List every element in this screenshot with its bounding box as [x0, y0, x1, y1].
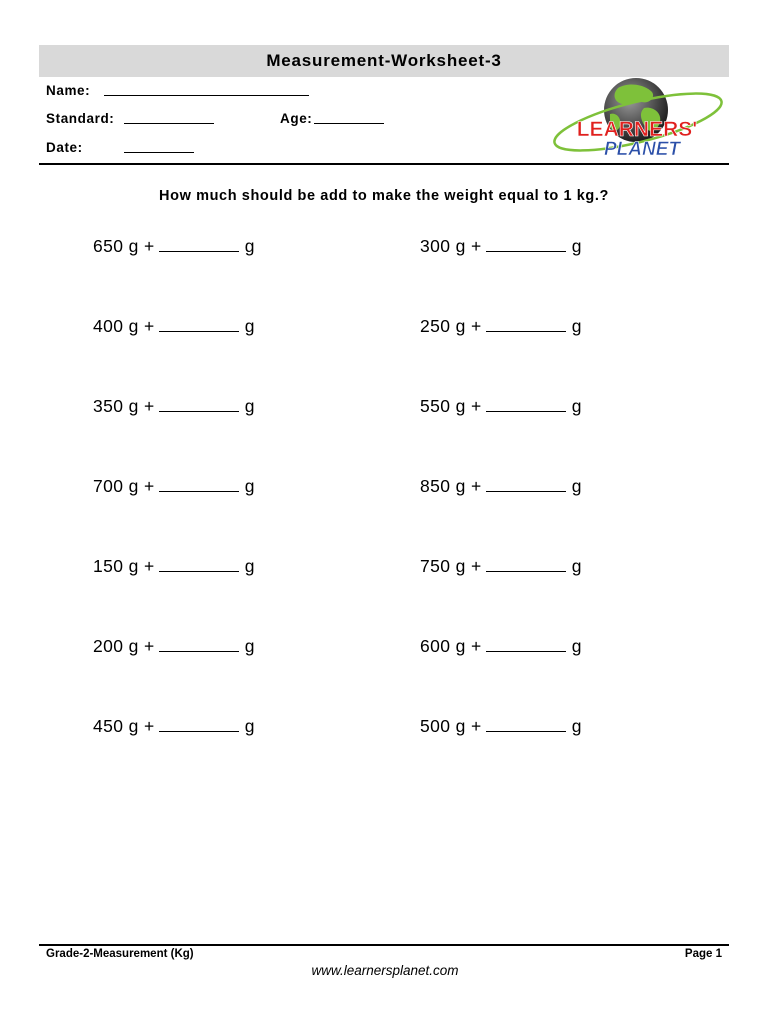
problem-item: 150 g + g	[93, 556, 255, 576]
standard-label: Standard:	[46, 111, 115, 126]
answer-blank[interactable]	[159, 717, 239, 732]
date-label: Date:	[46, 140, 83, 155]
answer-blank[interactable]	[159, 317, 239, 332]
answer-blank[interactable]	[486, 397, 566, 412]
answer-blank[interactable]	[486, 237, 566, 252]
problem-item: 550 g + g	[420, 396, 582, 416]
date-blank	[124, 152, 194, 153]
answer-blank[interactable]	[486, 477, 566, 492]
problem-item: 700 g + g	[93, 476, 255, 496]
answer-blank[interactable]	[159, 557, 239, 572]
problem-item: 350 g + g	[93, 396, 255, 416]
worksheet-title: Measurement-Worksheet-3	[39, 45, 729, 77]
footer-grade-label: Grade-2-Measurement (Kg)	[46, 948, 194, 960]
answer-blank[interactable]	[159, 477, 239, 492]
instruction-text: How much should be add to make the weight equal to 1 kg.?	[159, 188, 609, 204]
problem-item: 250 g + g	[420, 316, 582, 336]
footer-page-number: Page 1	[684, 948, 722, 960]
answer-blank[interactable]	[159, 397, 239, 412]
footer-divider	[39, 944, 729, 946]
age-label: Age:	[280, 111, 313, 126]
problem-item: 650 g + g	[93, 236, 255, 256]
problem-item: 200 g + g	[93, 636, 255, 656]
answer-blank[interactable]	[486, 557, 566, 572]
problem-item: 400 g + g	[93, 316, 255, 336]
answer-blank[interactable]	[159, 637, 239, 652]
logo-word-planet: PLANET	[604, 139, 680, 160]
problem-item: 850 g + g	[420, 476, 582, 496]
problem-item: 600 g + g	[420, 636, 582, 656]
name-blank	[104, 95, 309, 96]
problem-item: 300 g + g	[420, 236, 582, 256]
answer-blank[interactable]	[159, 237, 239, 252]
logo-word-learners: LEARNERS'	[576, 118, 698, 141]
problem-item: 450 g + g	[93, 716, 255, 736]
answer-blank[interactable]	[486, 637, 566, 652]
standard-blank	[124, 123, 214, 124]
header-divider	[39, 163, 729, 165]
answer-blank[interactable]	[486, 317, 566, 332]
answer-blank[interactable]	[486, 717, 566, 732]
problem-item: 750 g + g	[420, 556, 582, 576]
learners-planet-logo	[548, 74, 726, 166]
footer-website-link[interactable]: www.learnersplanet.com	[311, 963, 459, 978]
problem-item: 500 g + g	[420, 716, 582, 736]
name-label: Name:	[46, 83, 91, 98]
age-blank	[314, 123, 384, 124]
